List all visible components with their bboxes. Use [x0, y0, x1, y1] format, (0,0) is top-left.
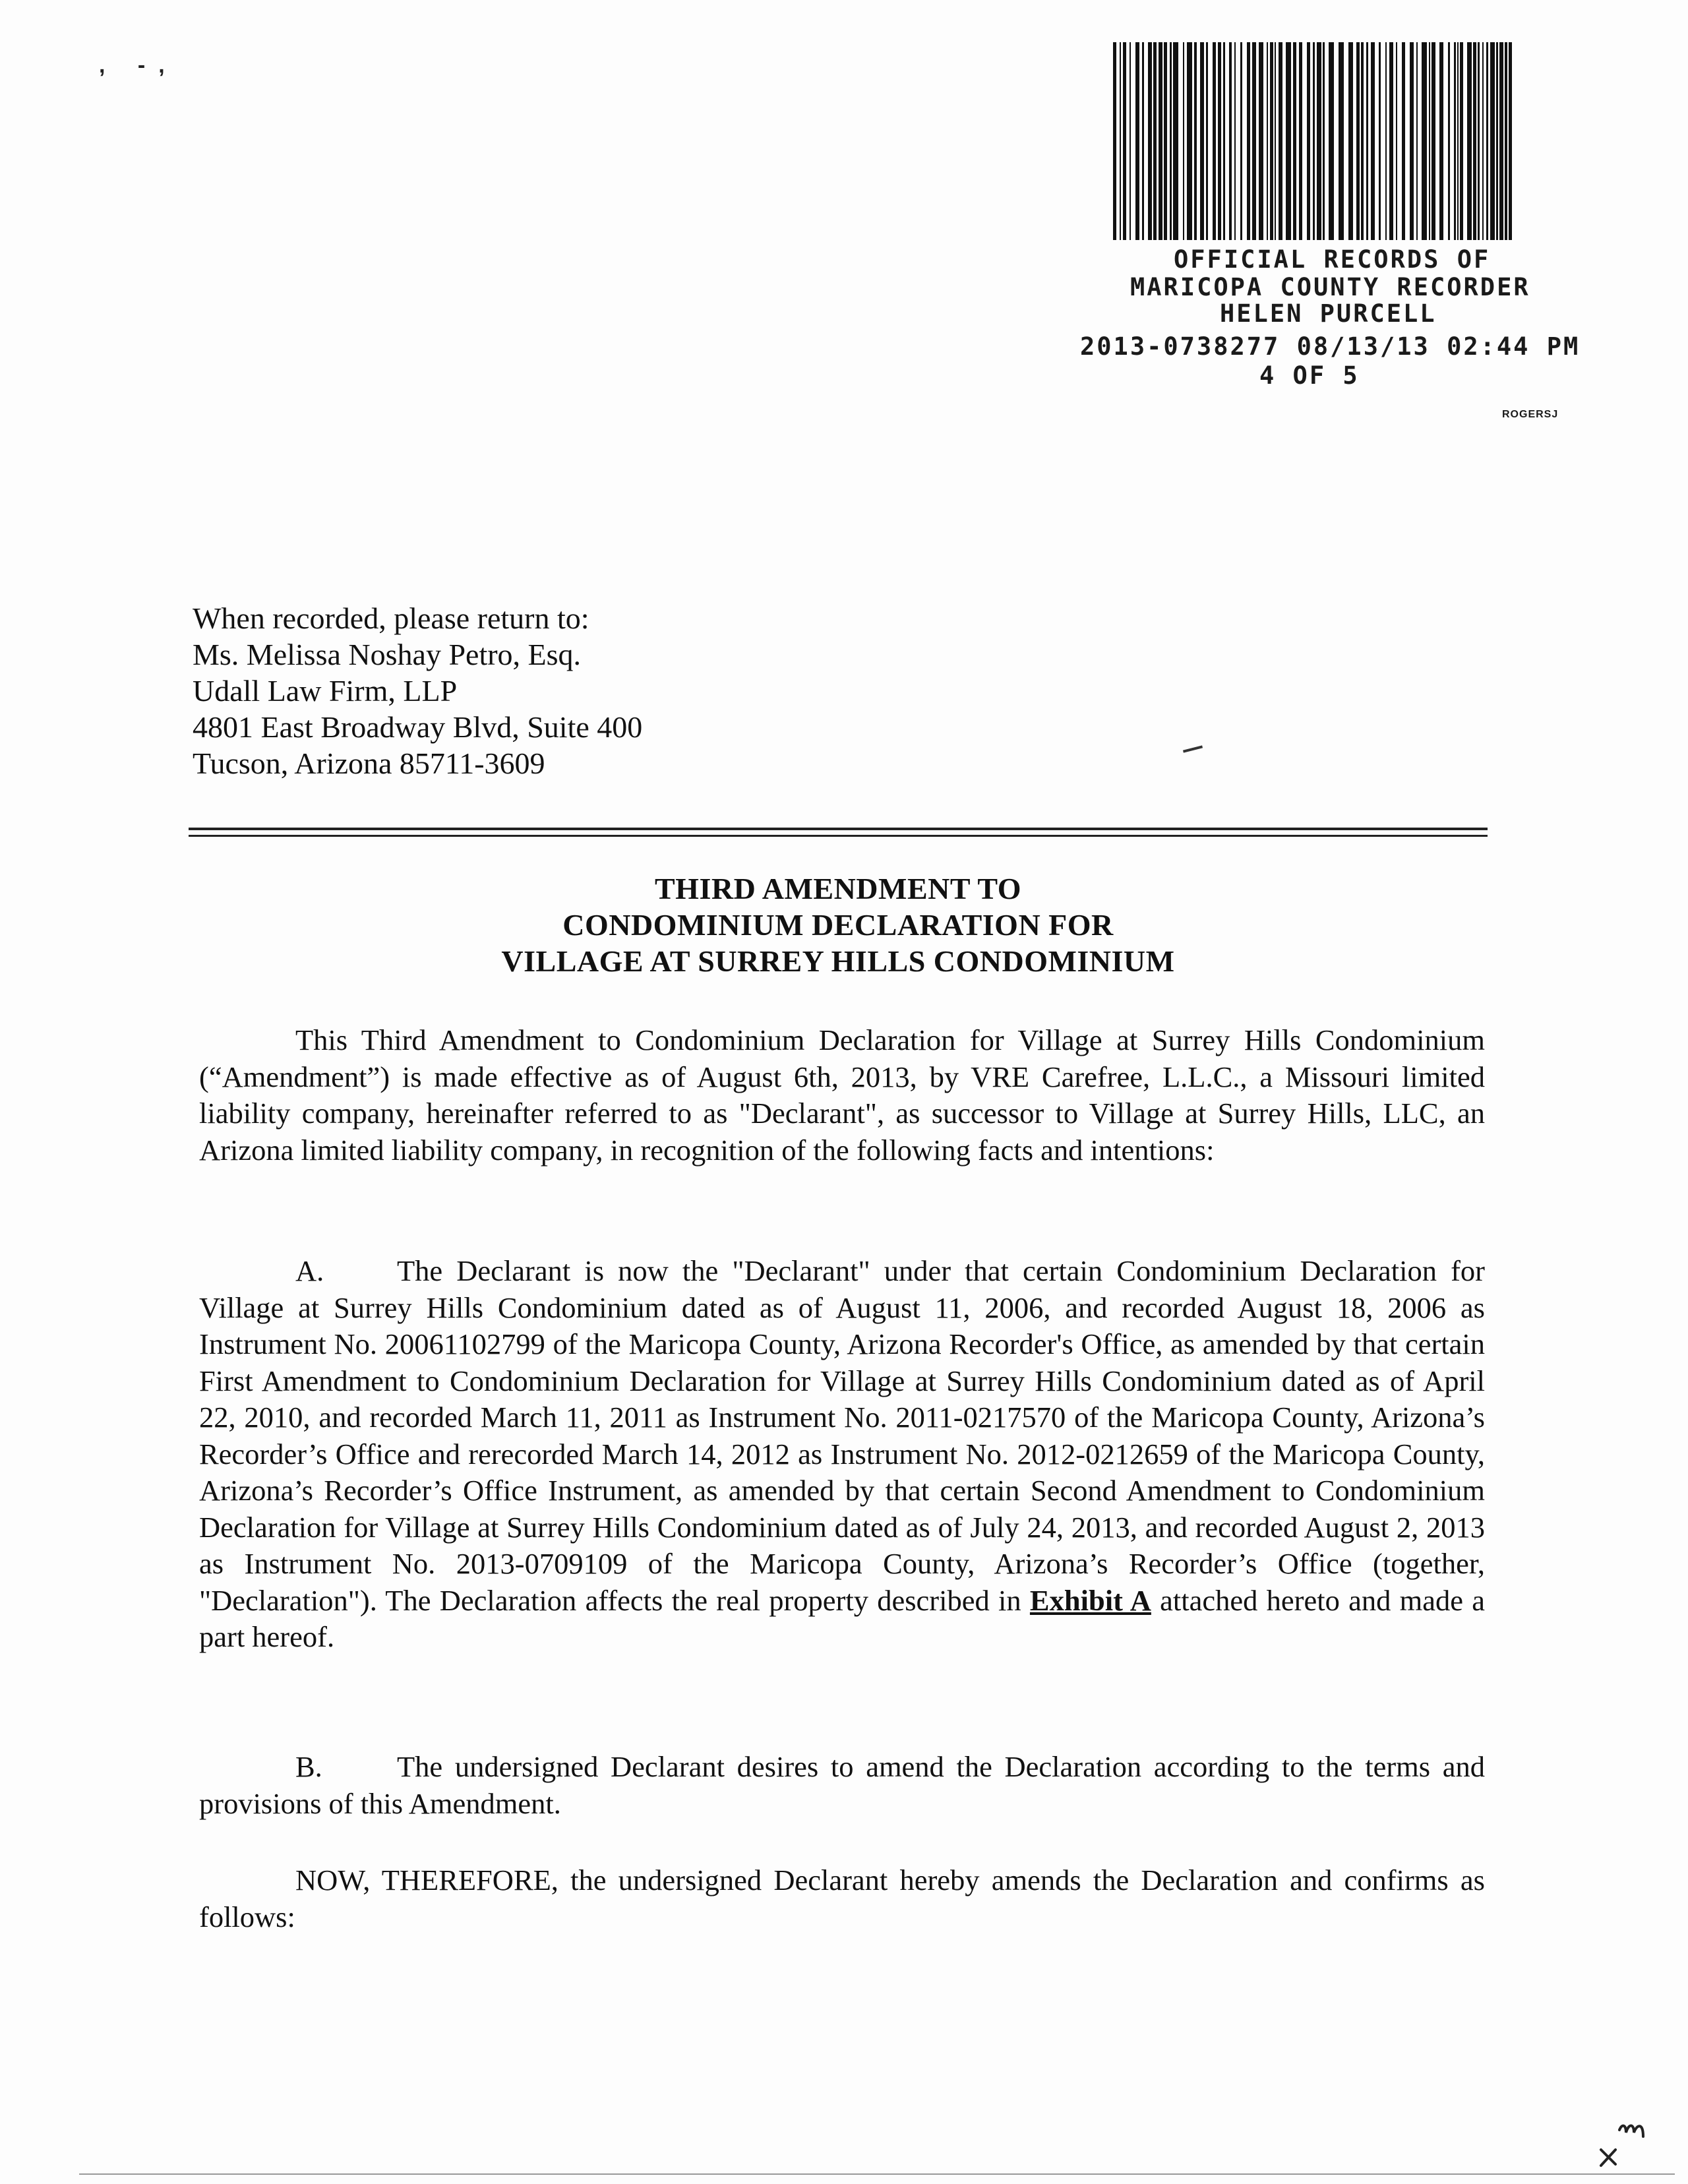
barcode-image [1112, 42, 1514, 240]
intro-paragraph [199, 1022, 1485, 1168]
return-address-block [193, 600, 642, 781]
recital-b-text: The undersigned Declarant desires to amend the Declaration according to the terms and provisions of this Amendment. [199, 1750, 1485, 1820]
page-bottom-edge [79, 2173, 1675, 2175]
stamp-clerk-id: ROGERSJ [1502, 409, 1559, 420]
return-address-city: Tucson, Arizona 85711-3609 [193, 746, 545, 780]
stamp-instrument-number: 2013-0738277 08/13/13 02:44 PM [1080, 332, 1581, 361]
return-address-recipient: Ms. Melissa Noshay Petro, Esq. [193, 638, 582, 671]
document-title [189, 870, 1488, 979]
stray-pen-mark [1183, 745, 1203, 752]
recital-a-paragraph [199, 1253, 1485, 1656]
scan-artifact-marks: , -, [99, 53, 178, 78]
now-therefore-text: NOW, THEREFORE, the undersigned Declarant hereby amends the Declaration and confirms as follows: [199, 1864, 1485, 1933]
intro-text: This Third Amendment to Condominium Declaration for Village at Surrey Hills Condominium (“Amendment”) is made effective as of August 6th, 2013, by VRE Carefree, L.L.C., a Missouri limited liability company, hereinafter referred to as "Declarant", as successor to Village at Surrey Hills, LLC, an Arizona limited liability company, in recognition of the following facts and intentions: [199, 1023, 1485, 1167]
return-address-street: 4801 East Broadway Blvd, Suite 400 [193, 710, 643, 744]
return-address-firm: Udall Law Firm, LLP [193, 674, 458, 708]
recital-b-label: B. [295, 1750, 322, 1783]
divider-rule-secondary [189, 835, 1488, 837]
title-line-2: CONDOMINIUM DECLARATION FOR [562, 908, 1114, 942]
title-line-1: THIRD AMENDMENT TO [655, 872, 1021, 905]
recital-a-text: The Declarant is now the "Declarant" under that certain Condominium Declaration for Village at Surrey Hills Condominium dated as of August 11, 2006, and recorded August 18, 2006 as Instrument No. 20061102799 of the Maricopa County, Arizona Recorder's Office, as amended by that certain First Amendment to Condominium Declaration for Village at Surrey Hills Condominium dated as of April 22, 2010, and recorded March 11, 2011 as Instrument No. 2011-0217570 of the Maricopa County, Arizona’s Recorder’s Office and rerecorded March 14, 2012 as Instrument No. 2012-0212659 of the Maricopa County, Arizona’s Recorder’s Office Instrument, as amended by that certain Second Amendment to Condominium Declaration for Village at Surrey Hills Condominium dated as of July 24, 2013, and recorded August 2, 2013 as Instrument No. 2013-0709109 of the Maricopa County, Arizona’s Recorder’s Office (together, "Declaration"). The Declaration affects the real property described in [199, 1254, 1485, 1617]
handwritten-initials [1596, 2110, 1662, 2169]
stamp-recorder-name: HELEN PURCELL [1220, 299, 1437, 328]
recital-b-paragraph [199, 1749, 1485, 1822]
stamp-page-count: 4 OF 5 [1259, 361, 1360, 390]
recital-a-tail: attached hereto and made a part hereof. [199, 1583, 1486, 1653]
exhibit-a-reference: Exhibit A [1029, 1583, 1151, 1617]
title-line-3: VILLAGE AT SURREY HILLS CONDOMINIUM [501, 944, 1175, 978]
now-therefore-paragraph [199, 1862, 1485, 1935]
stamp-official-records: OFFICIAL RECORDS OF [1174, 245, 1491, 274]
recital-a-label: A. [295, 1254, 324, 1287]
return-address-heading: When recorded, please return to: [193, 601, 589, 635]
stamp-county-recorder: MARICOPA COUNTY RECORDER [1130, 273, 1530, 301]
divider-rule [189, 828, 1488, 830]
